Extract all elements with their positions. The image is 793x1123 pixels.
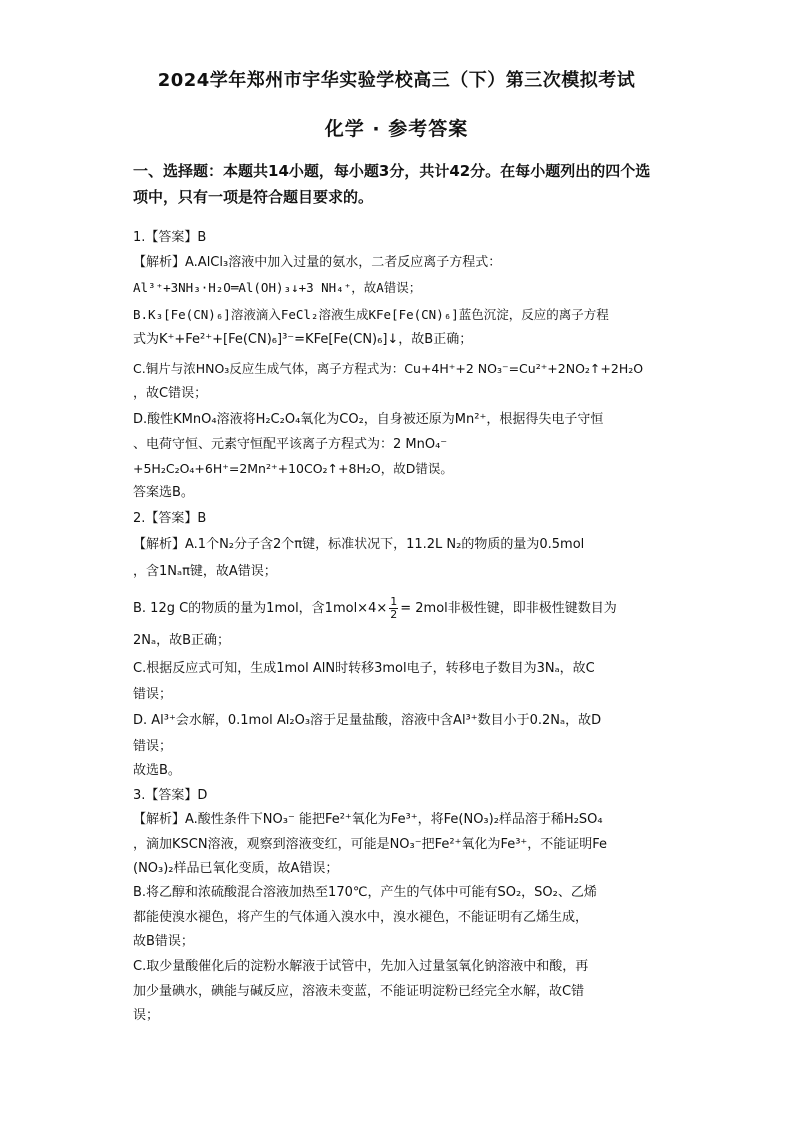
q3-analysis-b-line1: B.将乙醇和浓硫酸混合溶液加热至170℃，产生的气体中可能有SO₂，SO₂、乙烯: [133, 885, 597, 900]
section-heading: 一、选择题：本题共14小题，每小题3分，共计42分。在每小题列出的四个选项中，只有一项是符合题目要求的。: [133, 162, 651, 206]
q2-analysis-b-line2: 2Nₐ，故B正确；: [133, 633, 231, 648]
q3-analysis-a-line2: ，滴加KSCN溶液，观察到溶液变红，可能是NO₃⁻把Fe²⁺氧化为Fe³⁺，不能证明Fe: [133, 837, 608, 852]
fraction-denominator: 2: [390, 608, 398, 621]
q2-analysis-d-line1: D. Al³⁺会水解，0.1mol Al₂O₃溶于足量盐酸，溶液中含Al³⁺数目小于0.2Nₐ，故D: [133, 713, 602, 728]
q2-analysis-d-line2: 错误；: [133, 739, 173, 754]
q3-analysis-b-line2: 都能使溴水褪色，将产生的气体通入溴水中，溴水褪色，不能证明有乙烯生成，: [133, 910, 589, 925]
fraction-half: [389, 596, 398, 621]
q2-b-text-pre: B. 12g C的物质的量为1mol，含1mol×4×: [133, 601, 388, 616]
q1-analysis-a-line1: 【解析】A.AlCl₃溶液中加入过量的氨水，二者反应离子方程式：: [133, 255, 502, 270]
q1-analysis-a-line2: Al³⁺+3NH₃·H₂O═Al(OH)₃↓+3 NH₄⁺，故A错误；: [133, 280, 422, 295]
q2-analysis-c-line1: C.根据反应式可知，生成1mol AlN时转移3mol电子，转移电子数目为3Nₐ，故C: [133, 661, 595, 676]
q2-b-text-post: = 2mol非极性键，即非极性键数目为: [400, 601, 617, 616]
q1-analysis-d-line2: 、电荷守恒、元素守恒配平该离子方程式为：2 MnO₄⁻: [133, 437, 448, 452]
q1-analysis-b-line1: B.K₃[Fe(CN)₆]溶液滴入FeCl₂溶液生成KFe[Fe(CN)₆]蓝色沉淀，反应的离子方程: [133, 307, 609, 322]
q2-conclusion: 故选B。: [133, 763, 181, 778]
q3-analysis-c-line3: 误；: [133, 1008, 160, 1023]
page-title: 2024学年郑州市宇华实验学校高三（下）第三次模拟考试: [157, 70, 636, 91]
q3-analysis-c-line1: C.取少量酸催化后的淀粉水解液于试管中，先加入过量氢氧化钠溶液中和酸，再: [133, 959, 589, 974]
q1-answer: 1.【答案】B: [133, 230, 207, 245]
q1-analysis-c-line1: C.铜片与浓HNO₃反应生成气体，离子方程式为：Cu+4H⁺+2 NO₃⁻=Cu²⁺+2NO₂↑+2H₂O: [133, 361, 644, 376]
q3-analysis-c-line2: 加少量碘水，碘能与碱反应，溶液未变蓝，不能证明淀粉已经完全水解，故C错: [133, 984, 585, 999]
q1-analysis-d-line3: +5H₂C₂O₄+6H⁺=2Mn²⁺+10CO₂↑+8H₂O，故D错误。: [133, 461, 453, 476]
fraction-numerator: 1: [390, 595, 398, 608]
q3-answer: 3.【答案】D: [133, 788, 208, 803]
q2-analysis-a-line2: ，含1Nₐπ键，故A错误；: [133, 564, 277, 579]
q3-analysis-a-line1: 【解析】A.酸性条件下NO₃⁻ 能把Fe²⁺氧化为Fe³⁺，将Fe(NO₃)₂样品溶于稀H₂SO₄: [133, 812, 603, 827]
q1-analysis-b-line2: 式为K⁺+Fe²⁺+[Fe(CN)₆]³⁻=KFe[Fe(CN)₆]↓，故B正确；: [133, 332, 473, 347]
q1-analysis-c-line2: ，故C错误；: [133, 386, 208, 401]
q2-analysis-a-line1: 【解析】A.1个N₂分子含2个π键，标准状况下，11.2L N₂的物质的量为0.5mol: [133, 537, 585, 552]
q3-analysis-a-line3: (NO₃)₂样品已氧化变质，故A错误；: [133, 861, 339, 876]
q1-analysis-d-line1: D.酸性KMnO₄溶液将H₂C₂O₄氧化为CO₂，自身被还原为Mn²⁺，根据得失电子守恒: [133, 412, 604, 427]
q2-answer: 2.【答案】B: [133, 511, 207, 526]
q2-analysis-b-line1: [133, 596, 617, 621]
q3-analysis-b-line3: 故B错误；: [133, 934, 194, 949]
q2-analysis-c-line2: 错误；: [133, 687, 173, 702]
q1-conclusion: 答案选B。: [133, 485, 194, 500]
page-subtitle: 化学 · 参考答案: [324, 118, 469, 140]
